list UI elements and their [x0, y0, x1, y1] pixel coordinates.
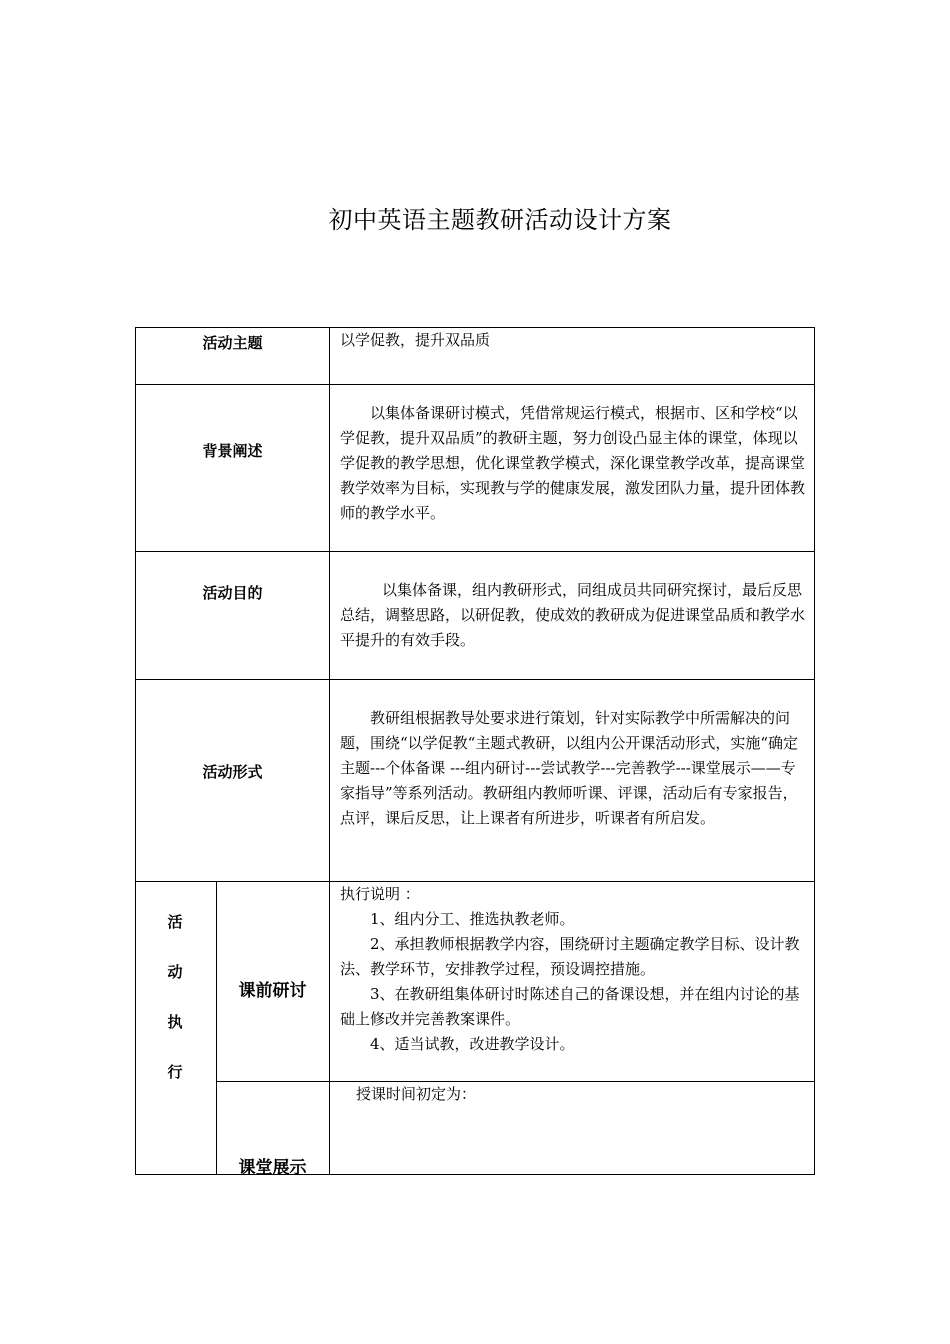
theme-label: 活动主题	[202, 334, 263, 352]
row-divider	[136, 679, 814, 680]
background-content: 以集体备课研讨模式，凭借常规运行模式，根据市、区和学校“以学促教，提升双品质”的教研主题，努力创设凸显主体的课堂，体现以学促教的教学思想，优化课堂教学模式，深化课堂教学改革，提高课堂教学效率为目标，实现教与学的健康发展，激发团队力量，提升团体教师的教学水平。	[340, 404, 806, 522]
execution-label-char: 活	[167, 913, 183, 931]
execution-label-char: 动	[167, 963, 183, 981]
column-divider	[329, 328, 330, 1174]
showcase-label: 课堂展示	[238, 1158, 307, 1178]
purpose-label: 活动目的	[202, 584, 263, 602]
activity-table	[135, 327, 815, 1178]
purpose-content: 以集体备课，组内教研形式，同组成员共同研究探讨，最后反思总结，调整思路，以研促教，使成效的教研成为促进课堂品质和教学水平提升的有效手段。	[340, 581, 806, 649]
execution-label-char: 行	[167, 1063, 183, 1081]
row-divider	[136, 384, 814, 385]
pre-class-step: 3、在教研组集体研讨时陈述自己的备课设想，并在组内讨论的基础上修改并完善教案课件。	[340, 985, 800, 1028]
row-divider	[136, 551, 814, 552]
showcase-content: 授课时间初定为：	[356, 1085, 477, 1103]
execution-label	[135, 910, 215, 1110]
pre-class-step: 1、组内分工、推选执教老师。	[370, 910, 575, 928]
pre-class-heading: 执行说明 ：	[340, 885, 420, 903]
form-label: 活动形式	[202, 763, 263, 781]
pre-class-step: 4、适当试教，改进教学设计。	[370, 1035, 575, 1053]
pre-class-content	[340, 882, 808, 1057]
theme-content: 以学促教，提升双品质	[340, 331, 491, 349]
execution-label-char: 执	[167, 1013, 183, 1031]
background-label: 背景阐述	[202, 442, 263, 460]
pre-class-step: 2、承担教师根据教学内容，围绕研讨主题确定教学目标、设计教法、教学环节，安排教学过程，预设调控措施。	[340, 935, 800, 978]
pre-class-label: 课前研讨	[238, 981, 307, 1001]
page-title: 初中英语主题教研活动设计方案	[328, 206, 672, 234]
form-content: 教研组根据教导处要求进行策划，针对实际教学中所需解决的问题，围绕“以学促教“主题式教研，以组内公开课活动形式，实施“确定主题---个体备课 ---组内研讨---尝试教学---完善教学---课堂展示——专家指导”等系列活动。教研组内教师听课、评课，活动后有专家报告，点评，课后反思，让上课者有所进步，听课者有所启发。	[340, 709, 799, 827]
column-divider	[216, 881, 217, 1174]
